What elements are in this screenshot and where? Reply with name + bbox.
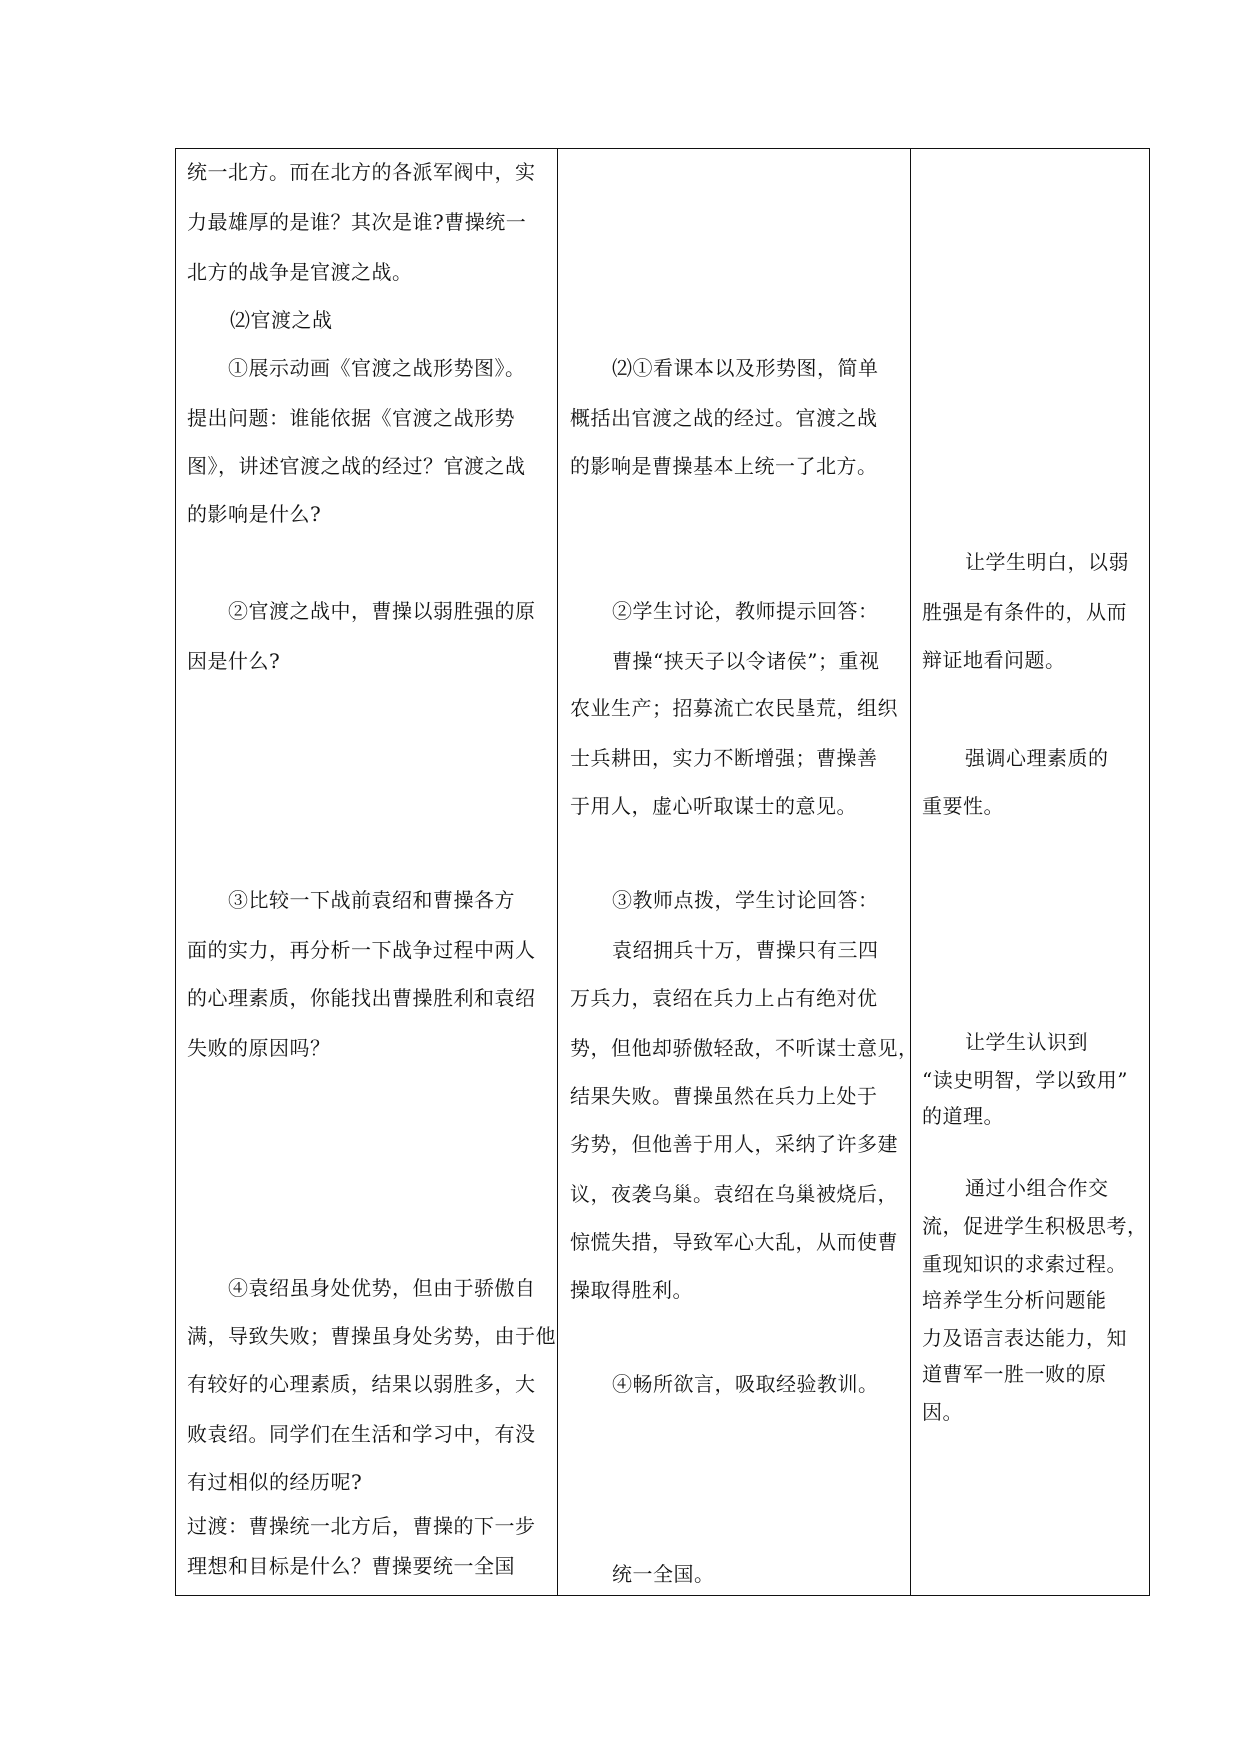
student-text-line: 操取得胜利。 — [570, 1278, 693, 1302]
student-text-line: 结果失败。曹操虽然在兵力上处于 — [570, 1084, 878, 1108]
teacher-text-line: 统一北方。而在北方的各派军阀中，实 — [187, 160, 536, 184]
intent-text-line: 让学生认识到 — [965, 1030, 1088, 1054]
intent-text-line: 重现知识的求索过程。 — [922, 1252, 1127, 1276]
teacher-text-line: 图》，讲述官渡之战的经过？官渡之战 — [187, 454, 526, 478]
student-text-line: 于用人，虚心听取谋士的意见。 — [570, 794, 857, 818]
student-text-line: ③教师点拨，学生讨论回答： — [612, 888, 879, 912]
teacher-text-line: 力最雄厚的是谁？其次是谁?曹操统一 — [187, 210, 527, 234]
intent-text-line: 强调心理素质的 — [965, 746, 1109, 770]
teacher-text-line: 面的实力，再分析一下战争过程中两人 — [187, 938, 536, 962]
student-text-line: 势，但他却骄傲轻敌，不听谋士意见， — [570, 1036, 919, 1060]
student-text-line: ⑵①看课本以及形势图，简单 — [612, 356, 879, 380]
intent-text-line: 培养学生分析问题能 — [922, 1288, 1107, 1312]
intent-text-line: 力及语言表达能力，知 — [922, 1326, 1127, 1350]
teacher-text-line: 有过相似的经历呢? — [187, 1470, 363, 1494]
student-text-line: ②学生讨论，教师提示回答： — [612, 599, 879, 623]
intent-text-line: 道曹军一胜一败的原 — [922, 1362, 1107, 1386]
teacher-text-line: ③比较一下战前袁绍和曹操各方 — [228, 888, 515, 912]
student-text-line: ④畅所欲言，吸取经验教训。 — [612, 1372, 879, 1396]
student-text-line: 的影响是曹操基本上统一了北方。 — [570, 454, 878, 478]
section-heading: ⑵官渡之战 — [230, 308, 333, 332]
teacher-text-line: 提出问题：谁能依据《官渡之战形势 — [187, 406, 515, 430]
teacher-text-line: 有较好的心理素质，结果以弱胜多，大 — [187, 1372, 536, 1396]
teacher-text-line: 北方的战争是官渡之战。 — [187, 260, 413, 284]
teacher-text-line: 的影响是什么? — [187, 502, 322, 526]
intent-text-line: “读史明智，学以致用” — [922, 1068, 1128, 1092]
intent-text-line: 让学生明白，以弱 — [965, 550, 1129, 574]
teacher-text-line: ②官渡之战中，曹操以弱胜强的原 — [228, 599, 536, 623]
transition-text-line: 理想和目标是什么？曹操要统一全国 — [187, 1554, 515, 1578]
column-divider — [910, 149, 911, 1595]
intent-text-line: 辩证地看问题。 — [922, 648, 1066, 672]
student-text-line: 士兵耕田，实力不断增强；曹操善 — [570, 746, 878, 770]
teacher-text-line: ④袁绍虽身处优势，但由于骄傲自 — [228, 1276, 536, 1300]
intent-text-line: 因。 — [922, 1400, 963, 1424]
student-text-line: 议，夜袭乌巢。袁绍在乌巢被烧后， — [570, 1182, 898, 1206]
column-divider — [557, 149, 558, 1595]
intent-text-line: 流，促进学生积极思考， — [922, 1214, 1148, 1238]
intent-text-line: 的道理。 — [922, 1104, 1004, 1128]
transition-text-line: 过渡：曹操统一北方后，曹操的下一步 — [187, 1514, 536, 1538]
teacher-text-line: 因是什么? — [187, 649, 281, 673]
student-text-line: 万兵力，袁绍在兵力上占有绝对优 — [570, 986, 878, 1010]
teacher-text-line: 败袁绍。同学们在生活和学习中，有没 — [187, 1422, 536, 1446]
student-text-line: 统一全国。 — [612, 1562, 715, 1586]
student-text-line: 概括出官渡之战的经过。官渡之战 — [570, 406, 878, 430]
intent-text-line: 重要性。 — [922, 794, 1004, 818]
student-text-line: 惊慌失措，导致军心大乱，从而使曹 — [570, 1230, 898, 1254]
intent-text-line: 通过小组合作交 — [965, 1176, 1109, 1200]
teacher-text-line: 满，导致失败；曹操虽身处劣势，由于他 — [187, 1324, 556, 1348]
student-text-line: 农业生产；招募流亡农民垦荒，组织 — [570, 696, 898, 720]
student-text-line: 袁绍拥兵十万，曹操只有三四 — [612, 938, 879, 962]
teacher-text-line: 失败的原因吗？ — [187, 1036, 331, 1060]
student-text-line: 劣势，但他善于用人，采纳了许多建 — [570, 1132, 898, 1156]
teacher-text-line: ①展示动画《官渡之战形势图》。 — [228, 356, 526, 380]
intent-text-line: 胜强是有条件的，从而 — [922, 600, 1127, 624]
student-text-line: 曹操“挟天子以令诸侯”；重视 — [612, 649, 880, 673]
teacher-text-line: 的心理素质，你能找出曹操胜利和袁绍 — [187, 986, 536, 1010]
